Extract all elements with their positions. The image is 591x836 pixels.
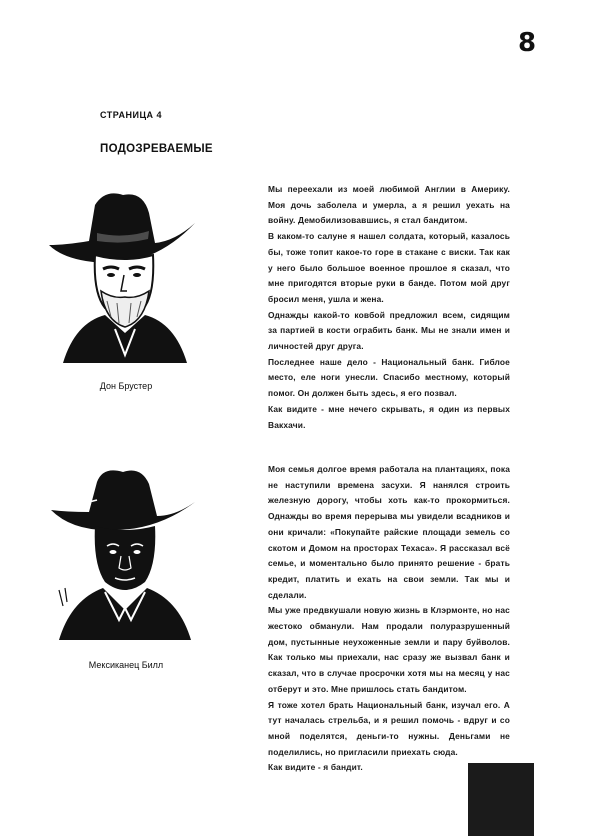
story-paragraph: Мы переехали из моей любимой Англии в Америку. Моя дочь заболела и умерла, а я решил уехать на войну. Демобилизовавшись, я стал бандитом.	[268, 184, 510, 226]
page-number: 8	[518, 28, 537, 58]
cowboy-elder-portrait-icon	[45, 183, 205, 363]
story-paragraph: Последнее наше дело - Национальный банк. Гиблое место, еле ноги унесли. Спасибо местному, который помог. Он должен быть здесь, я его позвал.	[268, 356, 510, 399]
suspect-story	[268, 462, 510, 776]
suspect-name: Дон Брустер	[99, 381, 153, 391]
story-paragraph: В каком-то салуне я нашел солдата, который, казалось бы, тоже топит какое-то горе в стакане с виски. Так как у него было большое военное прошлое я сказал, что мне пригодятся вторые руки в банде. Потом мой друг бросил меня, ушла и жена.	[268, 231, 510, 304]
story-paragraph: Как видите - мне нечего скрывать, я один из первых Вакхачи.	[268, 403, 510, 430]
story-paragraph: Однажды какой-то ковбой предложил всем, сидящим за партией в кости ограбить банк. Мы не знали имен и личностей друг друга.	[268, 309, 510, 352]
page-label: СТРАНИЦА 4	[100, 110, 163, 120]
story-paragraph: Как видите - я бандит.	[268, 762, 363, 773]
suspect-story	[268, 182, 510, 433]
section-title: ПОДОЗРЕВАЕМЫЕ	[100, 143, 213, 155]
story-paragraph: Моя семья долгое время работала на плантациях, пока не наступили времена засухи. Я нанялся строить железную дорогу, чтобы хоть как-то прокормиться. Однажды во время перерыва мы увидели всадников и они кричали: «Покупайте райские площади земель со скотом и Домом на просторах Техаса». Я рассказал всё семье, и моментально было принято решение - брать кредит, платить и ехать на свои земли. Так мы и сделали.	[268, 464, 510, 600]
cowboy-man-portrait-icon	[45, 460, 205, 640]
story-paragraph: Мы уже предвкушали новую жизнь в Клэрмонте, но нас жестоко обманули. Нам продали полуразрушенный дом, пустынные неухоженные земли и пару буйволов. Как только мы приехали, нас сразу же вызвал банк и сказал, что в случае просрочки хотя мы на месяц у нас отберут и это. Мне пришлось стать бандитом.	[268, 605, 510, 694]
suspect-name: Мексиканец Билл	[88, 660, 164, 670]
decorative-block	[468, 763, 534, 836]
story-paragraph: Я тоже хотел брать Национальный банк, изучал его. А тут началась стрельба, и я решил помочь - вдруг и со мной поделятся, деньги-то нужны. Деньгами не поделились, но пригласили приехать сюда.	[268, 699, 510, 757]
